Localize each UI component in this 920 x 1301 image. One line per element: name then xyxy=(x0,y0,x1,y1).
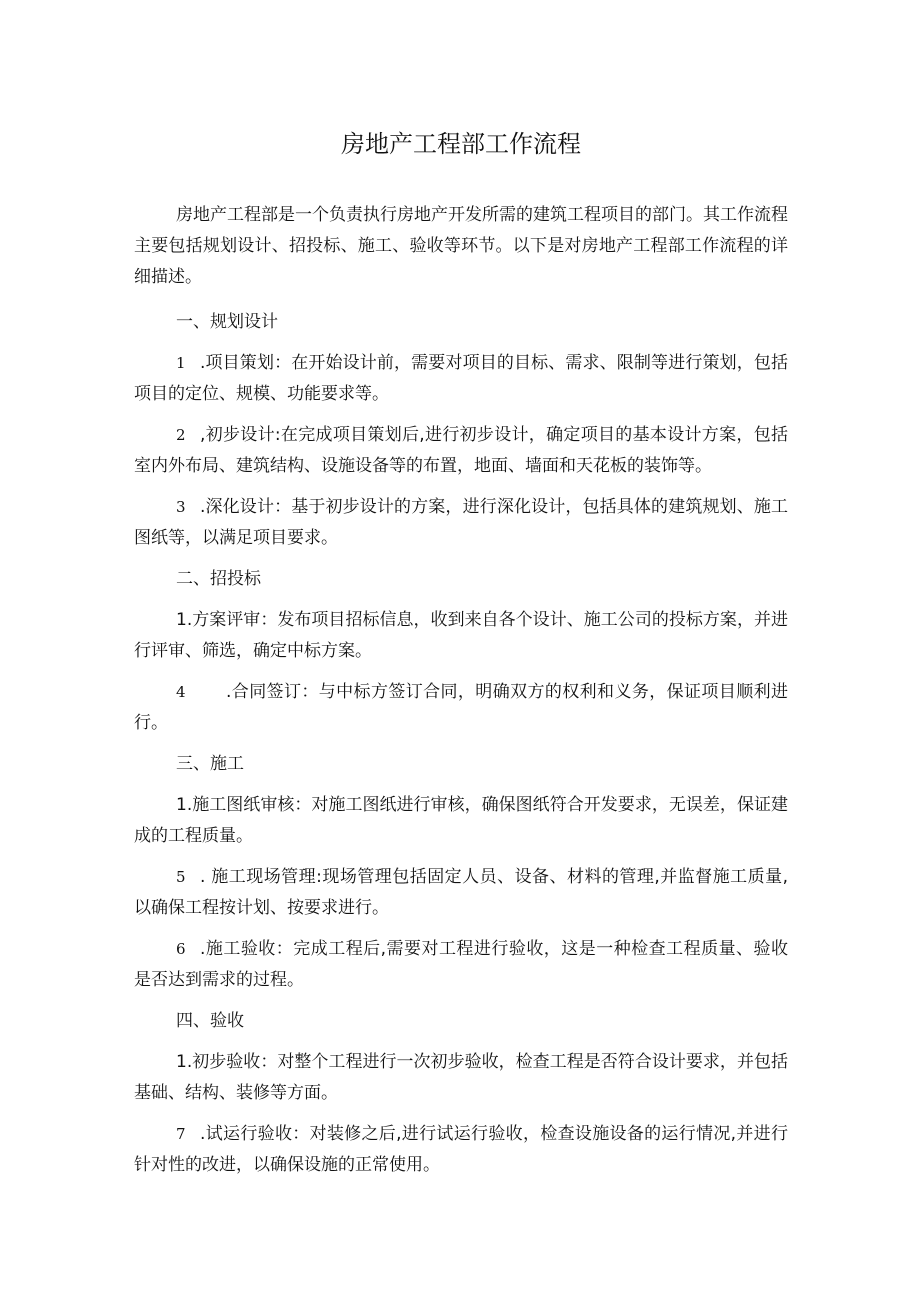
list-item xyxy=(134,934,788,996)
item-text: . 施工现场管理:现场管理包括固定人员、设备、材料的管理,并监督施工质量,以确保工程按计划、按要求进行。 xyxy=(134,867,788,918)
item-text: 1.施工图纸审核：对施工图纸进行审核，确保图纸符合开发要求，无误差，保证建成的工程质量。 xyxy=(134,795,788,846)
section-heading-planning: 一、规划设计 xyxy=(176,312,278,332)
item-text: .施工验收：完成工程后,需要对工程进行验收，这是一种检查工程质量、验收是否达到需求的过程。 xyxy=(134,939,788,990)
section-heading-construction: 三、施工 xyxy=(176,754,244,774)
document-title: 房地产工程部工作流程 xyxy=(341,130,581,158)
item-number: 3 xyxy=(176,498,186,516)
section-heading-bidding: 二、招投标 xyxy=(176,569,261,589)
item-text: ,初步设计:在完成项目策划后,进行初步设计，确定项目的基本设计方案，包括室内外布局、建筑结构、设施设备等的布置，地面、墙面和天花板的装饰等。 xyxy=(134,425,788,476)
item-number: 4 xyxy=(176,683,186,701)
list-item xyxy=(134,677,788,739)
item-number: 2 xyxy=(176,426,186,444)
list-item xyxy=(134,605,788,667)
list-item xyxy=(134,492,788,554)
intro-paragraph: 房地产工程部是一个负责执行房地产开发所需的建筑工程项目的部门。其工作流程主要包括规划设计、招投标、施工、验收等环节。以下是对房地产工程部工作流程的详细描述。 xyxy=(134,205,788,287)
list-item xyxy=(134,1047,788,1109)
list-item xyxy=(134,790,788,852)
item-text: .试运行验收：对装修之后,进行试运行验收，检查设施设备的运行情况,并进行针对性的改进，以确保设施的正常使用。 xyxy=(134,1124,788,1175)
item-text: .合同签订：与中标方签订合同，明确双方的权利和义务，保证项目顺利进行。 xyxy=(134,682,788,733)
list-item xyxy=(134,862,788,924)
item-text: 1.方案评审：发布项目招标信息，收到来自各个设计、施工公司的投标方案，并进行评审、筛选，确定中标方案。 xyxy=(134,610,788,661)
item-text: .项目策划：在开始设计前，需要对项目的目标、需求、限制等进行策划，包括项目的定位、规模、功能要求等。 xyxy=(134,353,788,404)
list-item xyxy=(134,420,788,482)
section-heading-acceptance: 四、验收 xyxy=(176,1011,244,1031)
item-number: 6 xyxy=(176,940,186,958)
list-item xyxy=(134,1119,788,1181)
item-number: 7 xyxy=(176,1125,186,1143)
item-number: 5 xyxy=(176,868,186,886)
list-item xyxy=(134,348,788,410)
item-number: 1 xyxy=(176,354,186,372)
item-text: 1.初步验收：对整个工程进行一次初步验收，检查工程是否符合设计要求，并包括基础、结构、装修等方面。 xyxy=(134,1052,788,1103)
item-text: .深化设计：基于初步设计的方案，进行深化设计，包括具体的建筑规划、施工图纸等，以满足项目要求。 xyxy=(134,497,788,548)
